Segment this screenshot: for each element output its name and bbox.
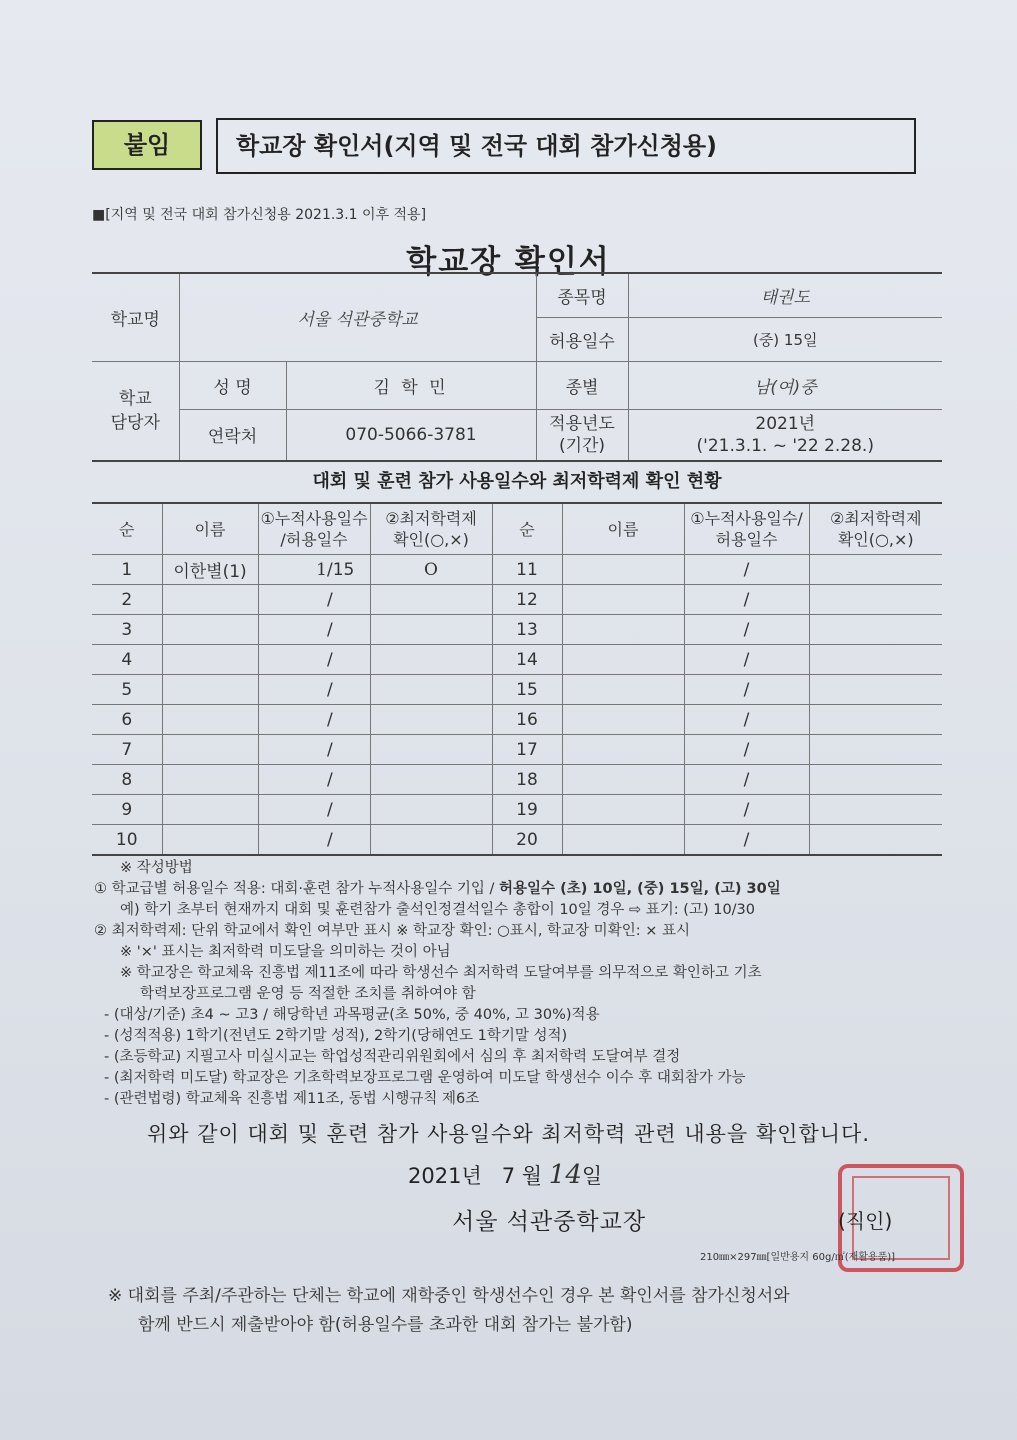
school-label: 학교명 [92,273,179,361]
row-allowed-days: / [327,825,370,856]
row-name: 이한별(1) [162,555,258,585]
header-no-right: 순 [492,503,562,555]
row-name [162,705,258,735]
row-no-right: 13 [492,615,562,645]
row-used-days [258,765,327,795]
issue-date [408,1160,602,1190]
bottom-notice-line1: ※ 대회를 주최/주관하는 단체는 학교에 재학중인 학생선수인 경우 본 확인서를 참가신청서와 [108,1286,790,1306]
row-check [370,765,492,795]
row-name [162,615,258,645]
date-day: 14 [548,1160,582,1190]
row-used-days [258,675,327,705]
row-check-right [809,735,942,765]
year-value: 2021년 [755,413,816,434]
row-name-right [562,645,684,675]
row-no: 3 [92,615,162,645]
row-no-right: 16 [492,705,562,735]
row-check [370,645,492,675]
period-value: ('21.3.1. ~ '22 2.28.) [696,435,874,456]
table-header-row [92,503,942,555]
document-title: 학교장 확인서 [406,244,611,280]
row-days-right: / [684,795,809,825]
row-name [162,585,258,615]
row-days-right: / [684,555,809,585]
table-body [92,555,942,856]
allowed-days-value: (중) 15일 [628,317,942,361]
table-row [92,645,942,675]
bottom-notice [108,1282,790,1340]
row-check: O [370,555,492,585]
note-1b: 허용일수 (초) 10일, (중) 15일, (고) 30일 [499,881,781,897]
row-allowed-days: / [327,705,370,735]
table-row [92,825,942,856]
row-no-right: 19 [492,795,562,825]
header-days: ①누적사용일수 /허용일수 [258,503,370,555]
contact-label: 연락처 [179,409,286,461]
detail-4: - (최저학력 미도달) 학교장은 기초학력보장프로그램 운영하여 미도달 학생선수 이수 후 대회참가 가능 [104,1070,746,1086]
row-check [370,585,492,615]
row-no: 1 [92,555,162,585]
header [92,118,916,174]
seal-label: (직인) [838,1209,893,1233]
row-allowed-days: / [327,795,370,825]
table-row [92,705,942,735]
row-allowed-days: / [327,615,370,645]
header-check-right: ②최저학력제 확인(○,×) [809,503,942,555]
note-4a: ※ 학교장은 학교체육 진흥법 제11조에 따라 학생선수 최저학력 도달여부를 의무적으로 확인하고 기초 [120,965,762,981]
row-name [162,765,258,795]
note-2: ② 최저학력제: 단위 학교에서 확인 여부만 표시 ※ 학교장 확인: ○표시, 학교장 미확인: × 표시 [94,923,690,939]
row-allowed-days: / [327,675,370,705]
row-days-right: / [684,735,809,765]
row-check [370,795,492,825]
year-cell [628,409,942,461]
name-label: 성 명 [179,361,286,409]
row-name-right [562,585,684,615]
applicability-note: ■[지역 및 전국 대회 참가신청용 2021.3.1 이후 적용] [92,207,427,223]
row-name [162,735,258,765]
row-name [162,645,258,675]
row-check-right [809,555,942,585]
name-value: 김 학 민 [286,361,536,409]
note-3: ※ '×' 표시는 최저학력 미도달을 의미하는 것이 아님 [120,944,451,960]
row-name-right [562,675,684,705]
row-no: 10 [92,825,162,856]
allowed-days-label: 허용일수 [536,317,628,361]
row-used-days [258,585,327,615]
header-name: 이름 [162,503,258,555]
row-name [162,825,258,856]
row-used-days [258,645,327,675]
row-check [370,735,492,765]
row-no-right: 17 [492,735,562,765]
row-allowed-days: /15 [327,555,370,585]
row-days-right: / [684,705,809,735]
row-no-right: 15 [492,675,562,705]
row-name-right [562,795,684,825]
row-name [162,675,258,705]
note-1 [94,879,974,900]
school-value: 서울 석관중학교 [179,273,536,361]
row-allowed-days: / [327,585,370,615]
table-row [92,615,942,645]
row-check [370,615,492,645]
principal-name: 서울 석관중학교장 [452,1209,647,1235]
detail-2: - (성적적용) 1학기(전년도 2학기말 성적), 2학기(당해연도 1학기말 성적) [104,1028,568,1044]
sport-value: 태권도 [628,273,942,317]
note-1c: 예) 학기 초부터 현재까지 대회 및 훈련참가 출석인정결석일수 총합이 10일 경우 ⇨ 표기: (고) 10/30 [120,902,756,918]
instructions [94,858,974,1110]
row-no: 5 [92,675,162,705]
row-name-right [562,615,684,645]
row-check-right [809,585,942,615]
row-no-right: 11 [492,555,562,585]
bottom-notice-line2: 함께 반드시 제출받아야 함(허용일수를 초과한 대회 참가는 불가함) [138,1315,633,1335]
table-row [92,585,942,615]
note-1a: ① 학교급별 허용일수 적용: 대회·훈련 참가 누적사용일수 기입 / [94,881,500,897]
date-year: 2021년 [408,1164,482,1188]
row-no-right: 20 [492,825,562,856]
row-days-right: / [684,615,809,645]
row-used-days [258,735,327,765]
row-no-right: 18 [492,765,562,795]
confirmation-statement: 위와 같이 대회 및 훈련 참가 사용일수와 최저학력 관련 내용을 확인합니다. [146,1122,870,1146]
row-name-right [562,555,684,585]
row-used-days [258,795,327,825]
row-check [370,705,492,735]
year-label: 적용년도 (기간) [536,409,628,461]
note-4b: 학력보장프로그램 운영 등 적절한 조치를 취하여야 함 [140,986,476,1002]
row-check-right [809,615,942,645]
header-name-right: 이름 [562,503,684,555]
row-used-days [258,825,327,856]
row-name-right [562,825,684,856]
row-no: 2 [92,585,162,615]
row-no: 7 [92,735,162,765]
sport-label: 종목명 [536,273,628,317]
row-check-right [809,645,942,675]
row-no: 9 [92,795,162,825]
row-days-right: / [684,765,809,795]
row-check [370,825,492,856]
row-check-right [809,795,942,825]
row-check-right [809,765,942,795]
header-check: ②최저학력제 확인(○,×) [370,503,492,555]
row-no: 4 [92,645,162,675]
row-no: 6 [92,705,162,735]
row-used-days [258,705,327,735]
row-days-right: / [684,585,809,615]
row-allowed-days: / [327,765,370,795]
row-check-right [809,825,942,856]
gender-value: 남(여)중 [628,361,942,409]
row-check [370,675,492,705]
table-row [92,735,942,765]
row-used-days [258,615,327,645]
school-info-table [92,272,942,462]
table-row [92,675,942,705]
usage-table [92,502,942,856]
gender-label: 종별 [536,361,628,409]
row-used-days: 1 [258,555,327,585]
row-no: 8 [92,765,162,795]
detail-1: - (대상/기준) 초4 ~ 고3 / 해당학년 과목평균(초 50%, 중 40%, 고 30%)적용 [104,1007,600,1023]
attachment-tag: 붙임 [92,120,202,170]
header-title: 학교장 확인서(지역 및 전국 대회 참가신청용) [216,118,916,174]
detail-5: - (관련법령) 학교체육 진흥법 제11조, 동법 시행규칙 제6조 [104,1091,480,1107]
row-days-right: / [684,675,809,705]
row-check-right [809,675,942,705]
date-day-suffix: 일 [581,1164,603,1188]
contact-value: 070-5066-3781 [286,409,536,461]
table-row [92,765,942,795]
table-row [92,795,942,825]
section-title: 대회 및 훈련 참가 사용일수와 최저학력제 확인 현황 [312,471,722,492]
row-no-right: 14 [492,645,562,675]
row-allowed-days: / [327,645,370,675]
header-no: 순 [92,503,162,555]
row-no-right: 12 [492,585,562,615]
row-name-right [562,705,684,735]
row-check-right [809,705,942,735]
date-month: 7 월 [501,1164,543,1188]
manager-label: 학교 담당자 [92,361,179,461]
paper-size-note: 210㎜×297㎜[일반용지 60g/㎡(재활용품)] [700,1252,896,1263]
header-days-right: ①누적사용일수/ 허용일수 [684,503,809,555]
row-allowed-days: / [327,735,370,765]
row-name [162,795,258,825]
row-days-right: / [684,825,809,856]
notes-heading: ※ 작성방법 [120,860,193,876]
detail-3: - (초등학교) 지필고사 미실시교는 학업성적관리위원회에서 심의 후 최저학력 도달여부 결정 [104,1049,681,1065]
row-days-right: / [684,645,809,675]
table-row [92,555,942,585]
row-name-right [562,765,684,795]
row-name-right [562,735,684,765]
